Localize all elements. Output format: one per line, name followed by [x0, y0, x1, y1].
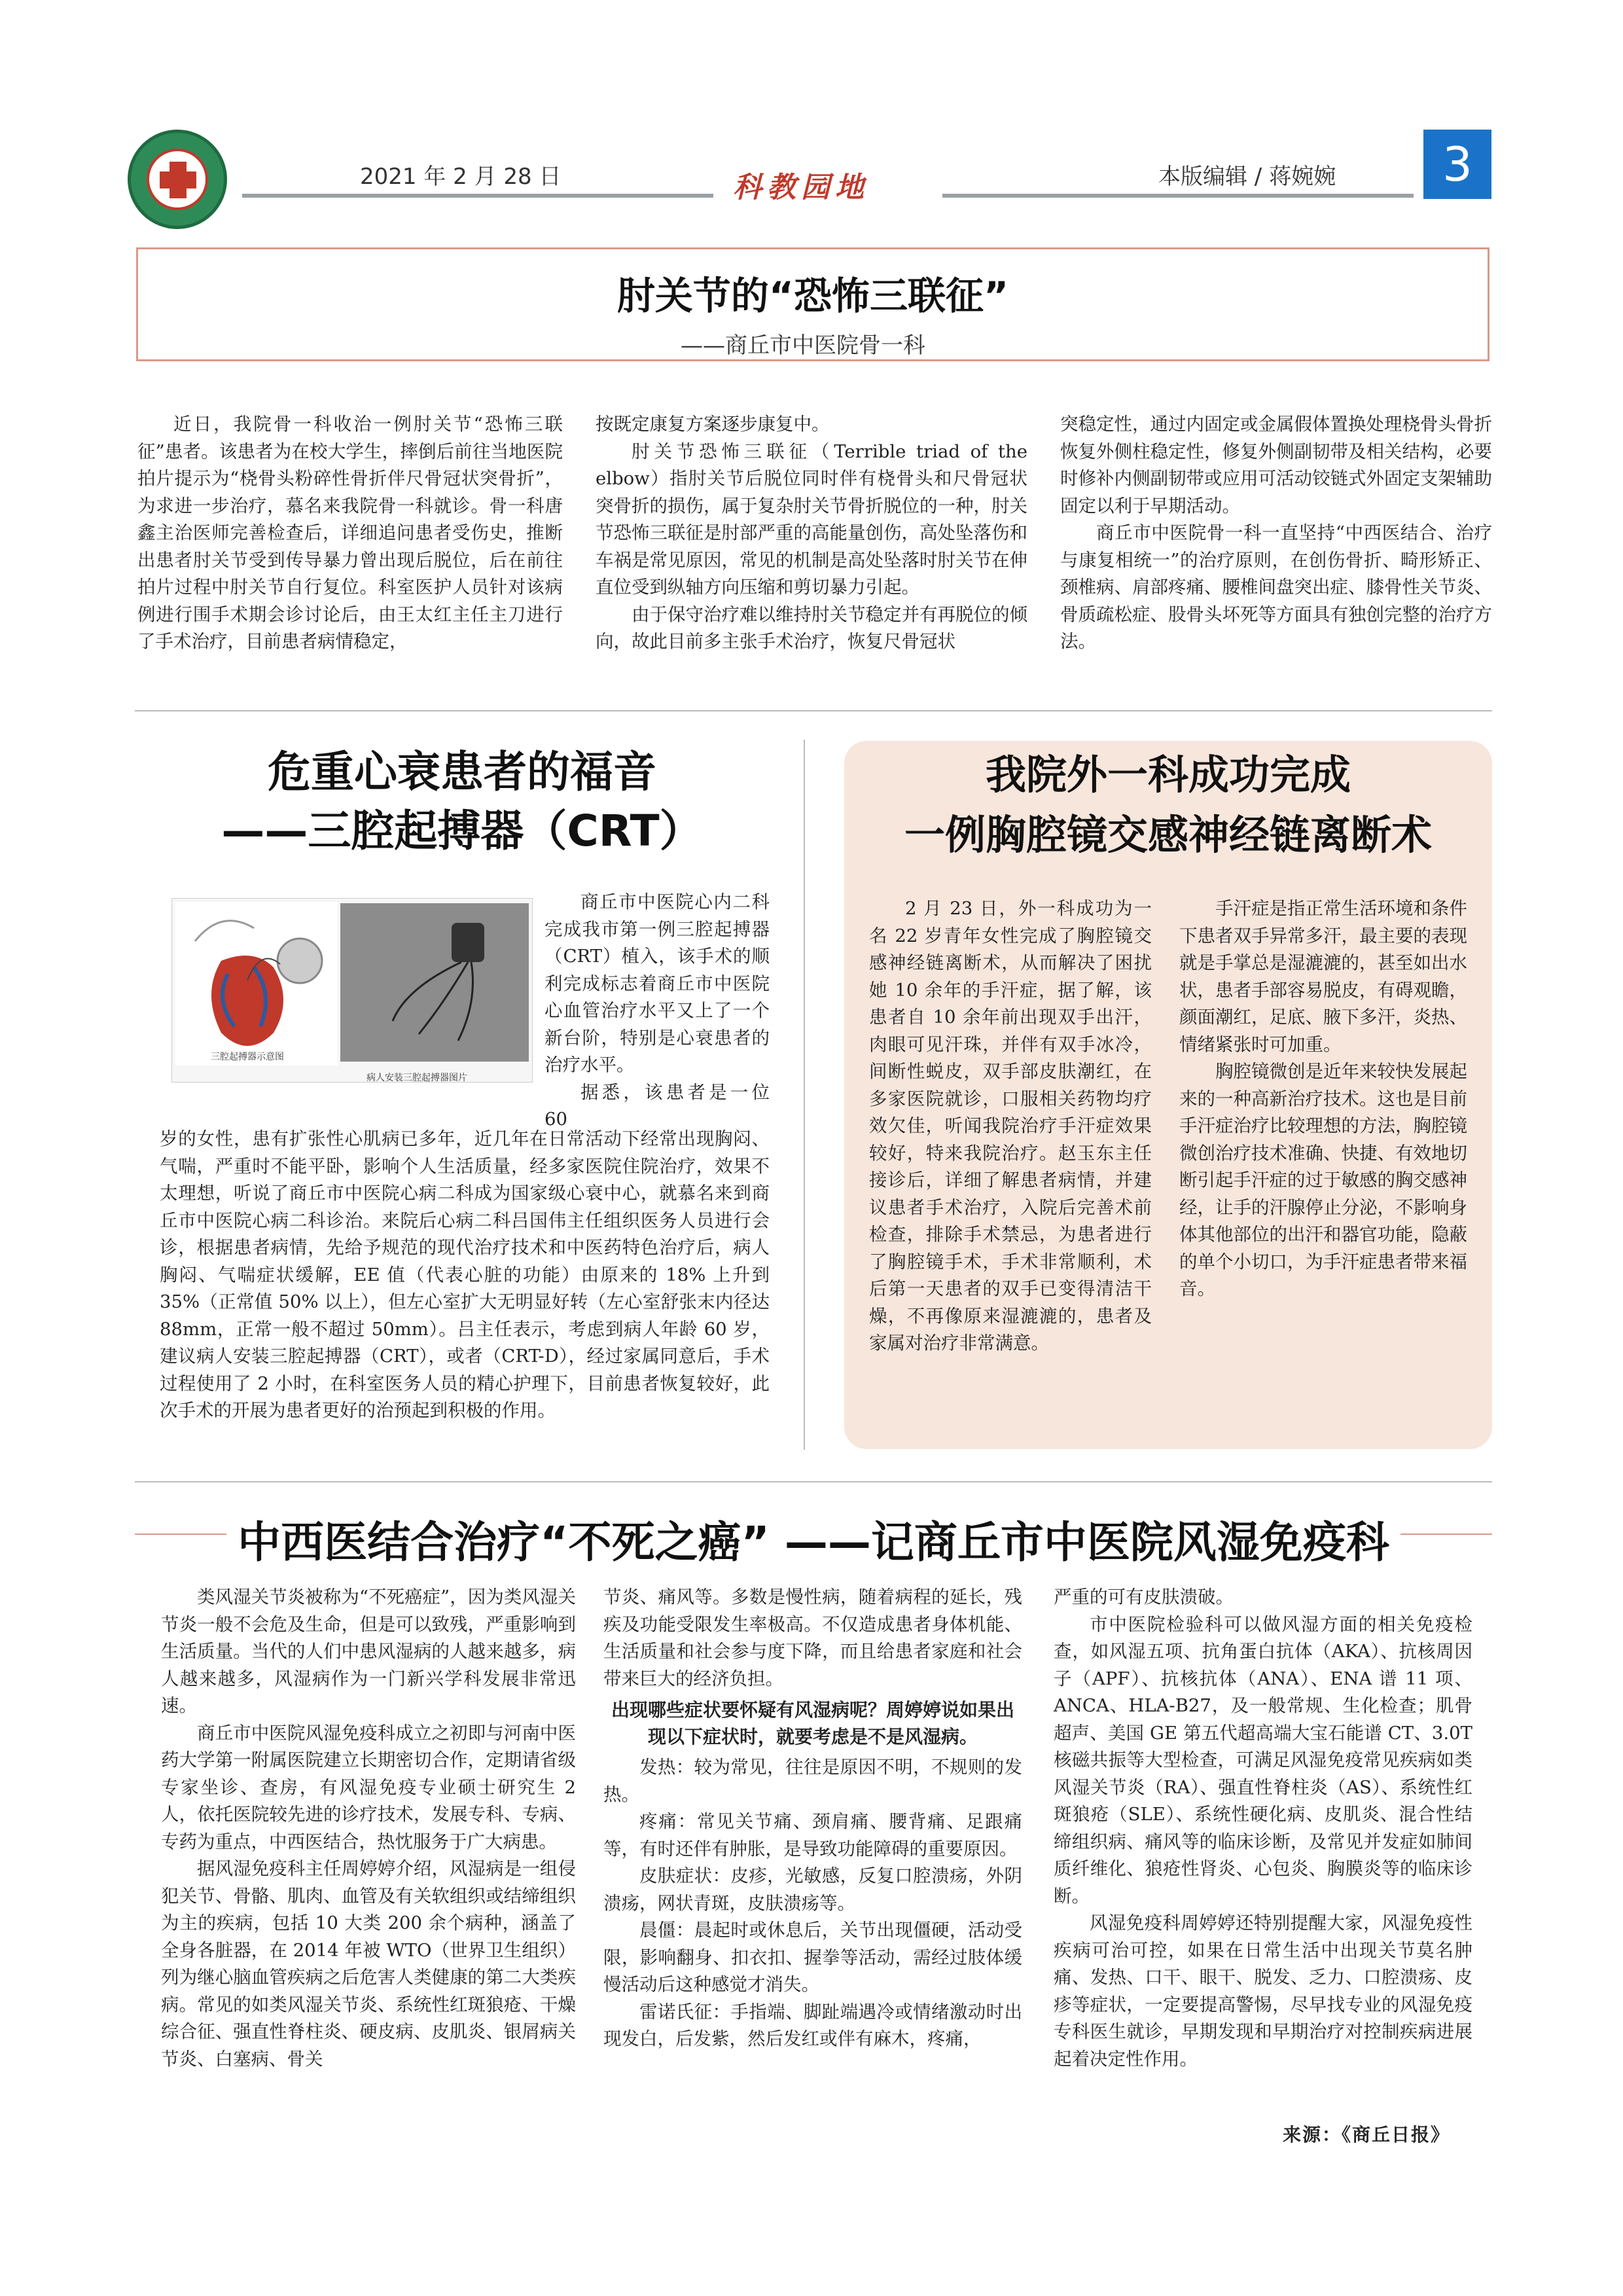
symptom-question: 出现哪些症状要怀疑有风湿病呢？周婷婷说如果出现以下症状时，就要考虑是不是风湿病。 [611, 1699, 1014, 1748]
page-number: 3 [1423, 130, 1491, 199]
article3-column-1: 2 月 23 日，外一科成功为一名 22 岁青年女性完成了胸腔镜交感神经链离断术，从而解决了困扰她 10 余年的手汗症，据了解，该患者自 10 余年前出现双手出汗，肉眼可见汗珠，并伴有双手冰冷，间断性蜕皮，双手部皮肤潮红，在多家医院就诊，口服相关药物均疗效欠佳，听闻我院治疗手汗症效果较好，特来我院治疗。赵玉东主任接诊后，详细了解患者病情，并建议患者手术治疗，入院后完善术前检查，排除手术禁忌，为患者进行了胸腔镜手术，手术非常顺利，术后第一天患者的双手已变得清洁干燥，不再像原来湿漉漉的，患者及家属对治疗非常满意。 [869, 898, 1152, 1354]
article4-column-3: 严重的可有皮肤溃破。 市中医院检验科可以做风湿方面的相关免疫检查，如风湿五项、抗角蛋白抗体（AKA）、抗核周因子（APF）、抗核抗体（ANA）、ENA 谱 11 项、ANCA、HLA-B27，及一般常规、生化检查；肌骨超声、美国 GE 第五代超高端大宝石能谱 CT、3.0T 核磁共振等大型检查，可满足风湿免疫常见疾病如类风湿关节炎（RA）、强直性脊柱炎（AS）、系统性红斑狼疮（SLE）、系统性硬化病、皮肌炎、混合性结缔组织病、痛风等的临床诊断，及常见并发症如肺间质纤维化、狼疮性肾炎、心包炎、胸膜炎等的临床诊断。 风湿免疫科周婷婷还特别提醒大家，风湿免疫性疾病可治可控，如果在日常生活中出现关节莫名肿痛、发热、口干、眼干、脱发、乏力、口腔溃疡、皮疹等症状，一定要提高警惕，尽早找专业的风湿免疫专科医生就诊，早期发现和早期治疗对控制疾病进展起着决定性作用。 [1054, 1587, 1472, 2070]
article4-column-2: 节炎、痛风等。多数是慢性病，随着病程的延长，残疾及功能受限发生率极高。不仅造成患者身体机能、生活质量和社会参与度下降，而且给患者家庭和社会带来巨大的经济负担。 出现哪些症状要怀疑有风湿病呢？周婷婷说如果出现以下症状时，就要考虑是不是风湿病。 发热：较为常见，往往是原因不明，不规则的发热。 疼痛：常见关节痛、颈肩痛、腰背痛、足跟痛等，有时还伴有肿胀，是导致功能障碍的重要原因。 皮肤症状：皮疹，光敏感，反复口腔溃疡，外阴溃疡，网状青斑，皮肤溃疡等。 晨僵：晨起时或休息后，关节出现僵硬，活动受限，影响翻身、扣衣扣、握拳等活动，需经过肢体缓慢活动后这种感觉才消失。 雷诺氏征：手指端、脚趾端遇冷或情绪激动时出现发白，后发紫，然后发红或伴有麻木，疼痛， [603, 1587, 1022, 2049]
masthead-rule-left [242, 194, 713, 198]
article4-column-1: 类风湿关节炎被称为“不死癌症”，因为类风湿关节炎一般不会危及生命，但是可以致残，严重影响到生活质量。当代的人们中患风湿病的人越来越多，病人越来越多，风湿病作为一门新兴学科发展非常迅速。 商丘市中医院风湿免疫科成立之初即与河南中医药大学第一附属医院建立长期密切合作，定期请省级专家坐诊、查房，有风湿免疫专业硕士研究生 2 人，依托医院较先进的诊疗技术，发展专科、专病、专药为重点，中西医结合，热忱服务于广大病患。 据风湿免疫科主任周婷婷介绍，风湿病是一组侵犯关节、骨骼、肌肉、血管及有关软组织或结缔组织为主的疾病，包括 10 大类 200 余个病种，涵盖了全身各脏器，在 2014 年被 WTO（世界卫生组织）列为继心脑血管疾病之后危害人类健康的第二大类疾病。常见的如类风湿关节炎、系统性红斑狼疮、干燥综合征、强直性脊柱炎、硬皮病、皮肌炎、银屑病关节炎、白塞病、骨关 [161, 1587, 576, 2070]
issue-date: 2021 年 2 月 28 日 [360, 164, 562, 190]
column-divider [804, 740, 805, 1450]
hospital-logo [128, 130, 227, 229]
article1-column-1: 近日，我院骨一科收治一例肘关节“恐怖三联征”患者。该患者为在校大学生，摔倒后前往当地医院拍片提示为“桡骨头粉碎性骨折伴尺骨冠状突骨折”，为求进一步治疗，慕名来我院骨一科就诊。骨一科唐鑫主治医师完善检查后，详细追问患者受伤史，推断出患者肘关节受到传导暴力曾出现后脱位，后在前往拍片过程中肘关节自行复位。科室医护人员针对该病例进行围手术期会诊讨论后，由王太红主任主刀进行了手术治疗，目前患者病情稳定， [137, 414, 563, 652]
editor-credit: 本版编辑 / 蒋婉婉 [1158, 164, 1336, 190]
article1-title: 肘关节的“恐怖三联征” [616, 274, 1009, 318]
article4-source: 来源：《商丘日报》 [1283, 2124, 1451, 2145]
article2-intro: 商丘市中医院心内二科完成我市第一例三腔起搏器（CRT）植入，该手术的顺利完成标志着商丘市中医院心血管治疗水平又上了一个新台阶，特别是心衰患者的治疗水平。 据悉，该患者是一位 60 [544, 891, 770, 1130]
figure-caption-left: 三腔起搏器示意图 [211, 1052, 284, 1062]
divider [135, 1481, 1492, 1482]
section-name: 科教园地 [733, 171, 869, 204]
divider [135, 710, 1492, 711]
article3-column-2: 手汗症是指正常生活环境和条件下患者双手异常多汗，最主要的表现就是手掌总是湿漉漉的，甚至如出水状，患者手部容易脱皮，有碍观瞻，颜面潮红，足底、腋下多汗，炎热、情绪紧张时可加重。 胸腔镜微创是近年来较快发展起来的一种高新治疗技术。这也是目前手汗症治疗比较理想的方法，胸腔镜微创治疗技术准确、快捷、有效地切断引起手汗症的过于敏感的胸交感神经，让手的汗腺停止分泌，不影响身体其他部位的出汗和器官功能，隐蔽的单个小切口，为手汗症患者带来福音。 [1179, 898, 1467, 1299]
article2-title: 危重心衰患者的福音 ——三腔起搏器（CRT） [221, 747, 703, 856]
article1-column-3: 突稳定性，通过内固定或金属假体置换处理桡骨头骨折恢复外侧柱稳定性，修复外侧副韧带及相关结构，必要时修补内侧副韧带或应用可活动铰链式外固定支架辅助固定以利于早期活动。 商丘市中医院骨一科一直坚持“中西医结合、治疗与康复相统一”的治疗原则，在创伤骨折、畸形矫正、颈椎病、肩部疼痛、腰椎间盘突出症、膝骨性关节炎、骨质疏松症、股骨头坏死等方面具有独创完整的治疗方法。 [1060, 414, 1492, 652]
article2-body: 岁的女性，患有扩张性心肌病已多年，近几年在日常活动下经常出现胸闷、气喘，严重时不能平卧，影响个人生活质量，经多家医院住院治疗，效果不太理想，听说了商丘市中医院心病二科成为国家级心衰中心，就慕名来到商丘市中医院心病二科诊治。来院后心病二科吕国伟主任组织医务人员进行会诊，根据患者病情，先给予规范的现代治疗技术和中医药特色治疗后，病人胸闷、气喘症状缓解，EE 值（代表心脏的功能）由原来的 18% 上升到 35%（正常值 50% 以上），但左心室扩大无明显好转（左心室舒张末内径达 88mm，正常一般不超过 50mm）。吕主任表示，考虑到病人年龄 60 岁，建议病人安装三腔起搏器（CRT），或者（CRT-D），经过家属同意后，手术过程使用了 2 小时，在科室医务人员的精心护理下，目前患者恢复较好，此次手术的开展为患者更好的治预起到积极的作用。 [160, 1128, 770, 1421]
crt-diagram-image [175, 902, 338, 1066]
article1-byline: ——商丘市中医院骨一科 [681, 332, 925, 359]
article1-column-2: 按既定康复方案逐步康复中。 肘关节恐怖三联征（Terrible triad of the elbow）指肘关节后脱位同时伴有桡骨头和尺骨冠状突骨折的损伤，属于复杂肘关节骨折脱位的一种，肘关节恐怖三联征是肘部严重的高能量创伤，高处坠落伤和车祸是常见原因，常见的机制是高处坠落时肘关节在伸直位受到纵轴方向压缩和剪切暴力引起。 由于保守治疗难以维持肘关节稳定并有再脱位的倾向，故此目前多主张手术治疗，恢复尺骨冠状 [596, 414, 1027, 652]
figure-caption-right: 病人安装三腔起搏器图片 [366, 1073, 467, 1083]
masthead-rule-right [942, 194, 1414, 198]
article4-title: 中西医结合治疗“不死之癌” ——记商丘市中医院风湿免疫科 [238, 1517, 1389, 1568]
xray-image [340, 903, 529, 1062]
article3-title: 我院外一科成功完成 一例胸腔镜交感神经链离断术 [904, 751, 1432, 859]
